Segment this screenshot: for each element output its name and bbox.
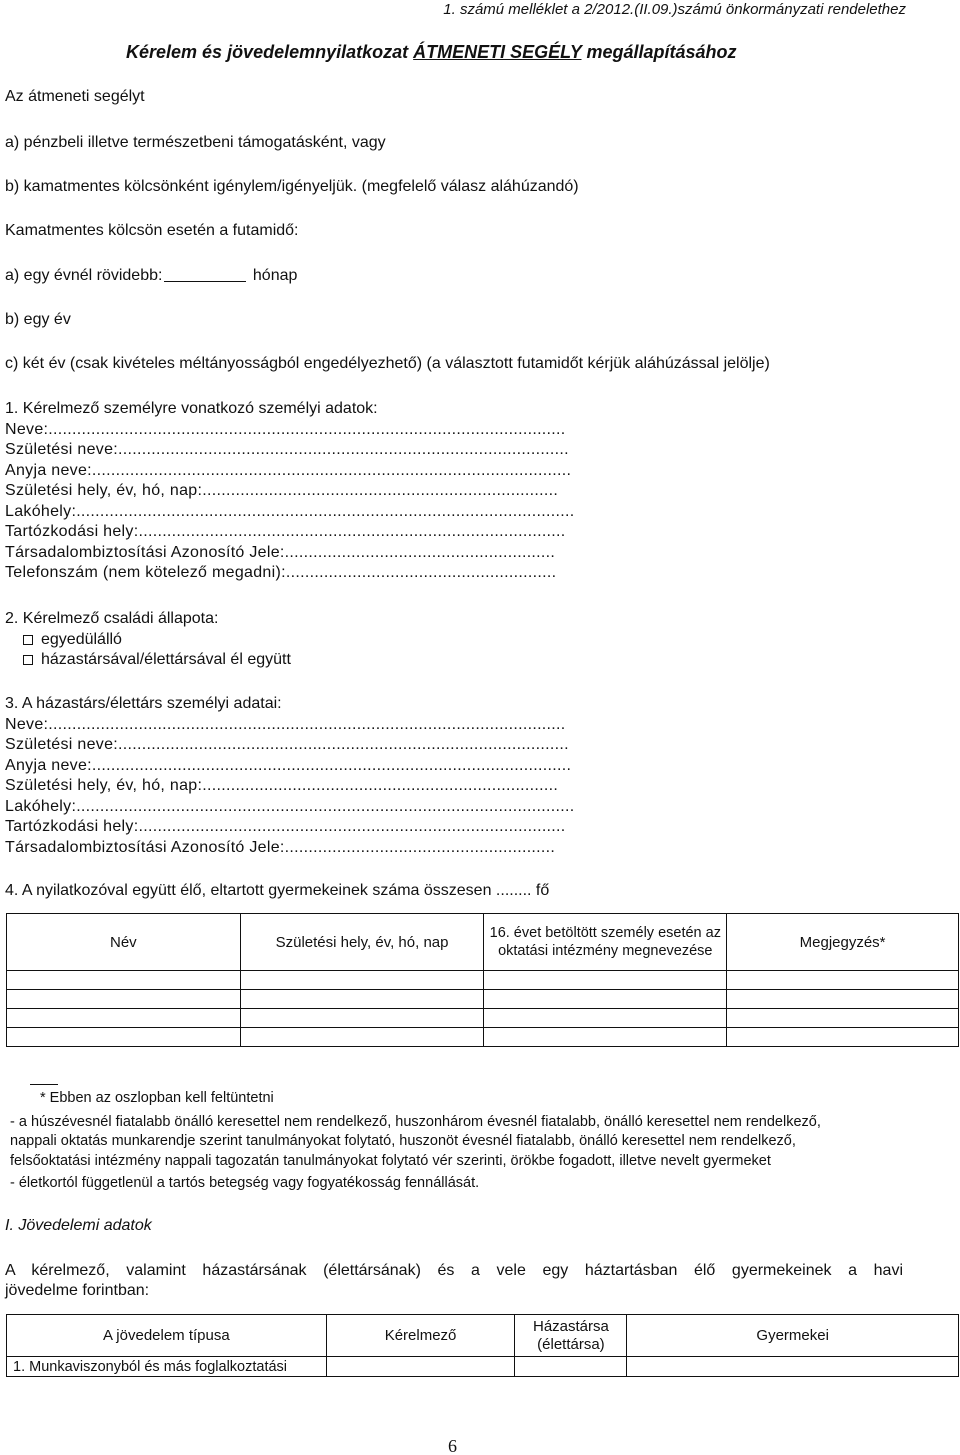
spouse-field-residence[interactable]: Lakóhely:......................................................................................................... (5, 797, 575, 815)
field-residence[interactable]: Lakóhely:......................................................................................................... (5, 502, 575, 520)
table-cell[interactable] (484, 1028, 727, 1047)
option-a: a) pénzbeli illetve természetbeni támogatásként, vagy (5, 134, 386, 151)
table-header-row (7, 914, 959, 971)
section2-heading: 2. Kérelmező családi állapota: (5, 610, 219, 627)
section4-heading: 4. A nyilatkozóval együtt élő, eltartott gyermekeinek száma összesen ........ fő (5, 882, 550, 899)
footnote-rule (30, 1084, 58, 1085)
table-cell[interactable] (326, 1357, 515, 1377)
form-title: Kérelem és jövedelemnyilatkozat ÁTMENETI SEGÉLY megállapításához (126, 42, 737, 62)
table-cell[interactable] (727, 990, 959, 1009)
table-cell[interactable] (240, 1028, 484, 1047)
table-cell[interactable] (240, 990, 484, 1009)
table-cell[interactable] (727, 1009, 959, 1028)
intro-lead: Az átmeneti segélyt (5, 88, 145, 105)
option-b: b) kamatmentes kölcsönként igénylem/igényeljük. (megfelelő válasz aláhúzandó) (5, 178, 579, 195)
section1 (5, 399, 574, 584)
col-spouse: Házastársa (élettársa) (515, 1315, 627, 1357)
footnote-star: * Ebben az oszlopban kell feltüntetni (40, 1090, 274, 1106)
table-row (7, 1357, 959, 1377)
table-cell[interactable] (7, 1028, 241, 1047)
income-type-employment: 1. Munkaviszonyból és más foglalkoztatási (7, 1357, 327, 1377)
table-header-row (7, 1315, 959, 1357)
table-cell[interactable] (7, 990, 241, 1009)
option-single[interactable]: egyedülálló (5, 630, 291, 651)
spouse-field-social-security[interactable]: Társadalombiztosítási Azonosító Jele:......................................................... (5, 838, 556, 856)
term-a: a) egy évnél rövidebb: hónap (5, 267, 298, 284)
table-cell[interactable] (240, 1009, 484, 1028)
table-cell[interactable] (484, 971, 727, 990)
section3 (5, 694, 574, 858)
field-mother-name[interactable]: Anyja neve:..................................................................................................... (5, 461, 572, 479)
section3-heading: 3. A házastárs/élettárs személyi adatai: (5, 695, 282, 712)
col-birth: Születési hely, év, hó, nap (240, 914, 484, 971)
months-blank[interactable] (164, 268, 246, 282)
table-cell[interactable] (727, 1028, 959, 1047)
field-stay-address[interactable]: Tartózkodási hely:.......................................................................................... (5, 523, 566, 540)
col-note: Megjegyzés* (727, 914, 959, 971)
spouse-field-birth-place-date[interactable]: Születési hely, év, hó, nap:........................................................................... (5, 777, 559, 794)
col-name: Név (7, 914, 241, 971)
income-text1: A kérelmező, valamint házastársának (élettársának) és a vele egy háztartásban élő gyermekeinek a havi (5, 1262, 903, 1279)
col-income-type: A jövedelem típusa (7, 1315, 327, 1357)
footnote-line4: - életkortól függetlenül a tartós betegség vagy fogyatékosság fennállását. (10, 1175, 480, 1191)
field-social-security[interactable]: Társadalombiztosítási Azonosító Jele:......................................................... (5, 543, 556, 561)
children-table (6, 913, 959, 1047)
term-b: b) egy év (5, 311, 71, 328)
table-cell[interactable] (484, 1009, 727, 1028)
section1-heading: 1. Kérelmező személyre vonatkozó személyi adatok: (5, 400, 378, 417)
table-cell[interactable] (727, 971, 959, 990)
col-applicant: Kérelmező (326, 1315, 515, 1357)
footnote-line1: - a húszévesnél fiatalabb önálló keresettel nem rendelkező, huszonhárom évesnél fiatalabb, önálló keresettel nem rendelkező, (10, 1114, 821, 1130)
table-row (7, 990, 959, 1009)
page-number: 6 (448, 1436, 457, 1455)
term-heading: Kamatmentes kölcsön esetén a futamidő: (5, 222, 299, 239)
table-row (7, 971, 959, 990)
spouse-field-mother-name[interactable]: Anyja neve:..................................................................................................... (5, 756, 572, 774)
field-phone[interactable]: Telefonszám (nem kötelező megadni):......................................................... (5, 564, 557, 581)
spouse-field-stay-address[interactable]: Tartózkodási hely:.......................................................................................... (5, 818, 566, 835)
field-name[interactable]: Neve:............................................................................................................. (5, 420, 566, 438)
col-children: Gyermekei (627, 1315, 959, 1357)
section2 (5, 609, 291, 671)
table-cell[interactable] (7, 1009, 241, 1028)
checkbox-icon[interactable] (23, 655, 33, 665)
spouse-field-name[interactable]: Neve:............................................................................................................. (5, 715, 566, 733)
term-c: c) két év (csak kivételes méltányosságból engedélyezhető) (a választott futamidőt kérjük aláhúzással jelölje) (5, 355, 770, 372)
table-cell[interactable] (7, 971, 241, 990)
annex-reference: 1. számú melléklet a 2/2012.(II.09.)számú önkormányzati rendelethez (443, 1, 906, 18)
field-birth-place-date[interactable]: Születési hely, év, hó, nap:........................................................................... (5, 482, 559, 499)
field-birth-name[interactable]: Születési neve:............................................................................................... (5, 441, 569, 458)
footnote-line3: felsőoktatási intézmény nappali tagozatán tanulmányokat folytató vér szerinti, örökbe fogadott, illetve nevelt gyermeket (10, 1153, 771, 1169)
table-cell[interactable] (484, 990, 727, 1009)
table-cell[interactable] (627, 1357, 959, 1377)
checkbox-icon[interactable] (23, 635, 33, 645)
table-row (7, 1009, 959, 1028)
table-cell[interactable] (240, 971, 484, 990)
spouse-field-birth-name[interactable]: Születési neve:............................................................................................... (5, 736, 569, 753)
income-table (6, 1314, 959, 1377)
col-school: 16. évet betöltött személy esetén az oktatási intézmény megnevezése (484, 914, 727, 971)
table-cell[interactable] (515, 1357, 627, 1377)
footnote-line2: nappali oktatás munkarendje szerint tanulmányokat folytató, huszonöt évesnél fiatalabb, önálló keresettel nem rendelkező, (10, 1133, 796, 1149)
income-text2: jövedelme forintban: (5, 1282, 150, 1299)
option-married[interactable]: házastársával/élettársával él együtt (5, 650, 291, 671)
income-heading: I. Jövedelemi adatok (5, 1217, 152, 1234)
table-row (7, 1028, 959, 1047)
